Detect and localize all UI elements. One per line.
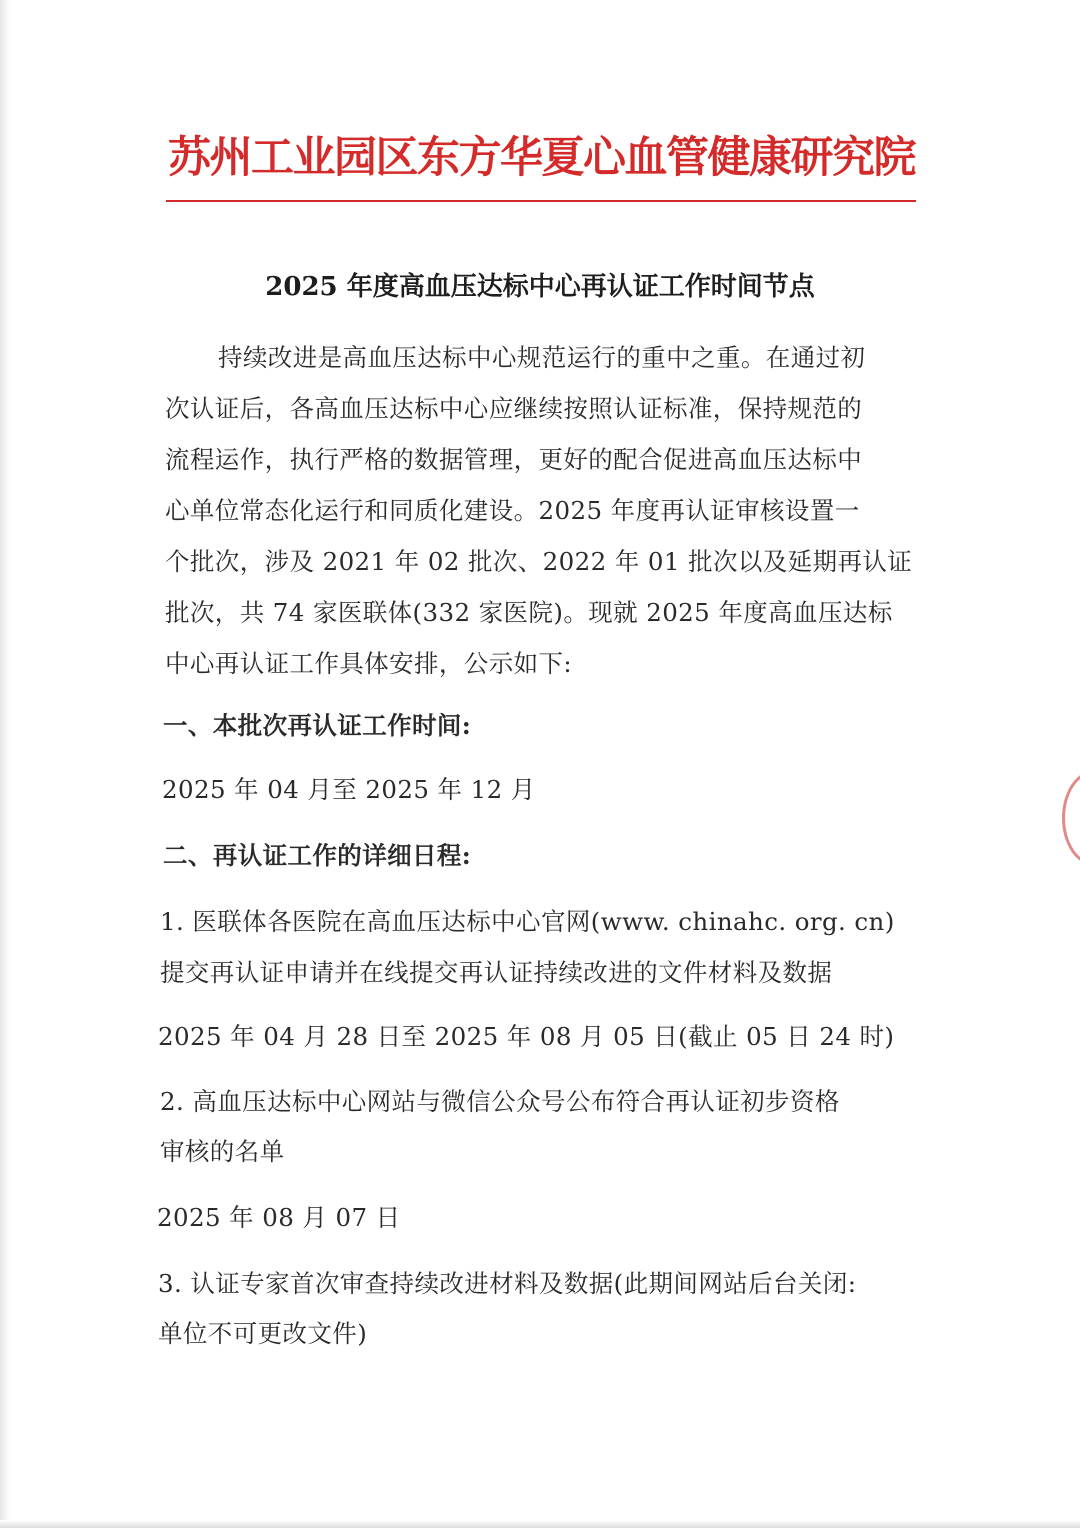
intro-line: 持续改进是高血压达标中心规范运行的重中之重。在通过初 xyxy=(218,343,866,372)
schedule-item-line: 单位不可更改文件) xyxy=(158,1319,368,1348)
intro-line: 次认证后，各高血压达标中心应继续按照认证标准，保持规范的 xyxy=(165,394,863,423)
schedule-item-date: 2025 年 04 月 28 日至 2025 年 08 月 05 日(截止 05 日 24 时) xyxy=(158,1022,895,1051)
scan-left-shadow xyxy=(0,0,10,1528)
schedule-item-date: 2025 年 08 月 07 日 xyxy=(157,1203,401,1232)
intro-line: 中心再认证工作具体安排，公示如下: xyxy=(165,649,573,678)
schedule-item-line: 3. 认证专家首次审查持续改进材料及数据(此期间网站后台关闭: xyxy=(158,1269,857,1298)
schedule-item-line: 提交再认证申请并在线提交再认证持续改进的文件材料及数据 xyxy=(160,958,833,987)
organization-header: 苏州工业园区东方华夏心血管健康研究院 xyxy=(168,133,915,183)
scan-bottom-edge xyxy=(0,1520,1080,1528)
schedule-item-line: 1. 医联体各医院在高血压达标中心官网(www. chinahc. org. cn) xyxy=(160,907,895,936)
intro-line: 流程运作，执行严格的数据管理，更好的配合促进高血压达标中 xyxy=(165,445,863,474)
intro-line: 个批次，涉及 2021 年 02 批次、2022 年 01 批次以及延期再认证 xyxy=(165,547,913,576)
intro-line: 批次，共 74 家医联体(332 家医院)。现就 2025 年度高血压达标 xyxy=(165,598,893,627)
schedule-item-line: 审核的名单 xyxy=(160,1137,285,1166)
section2-heading: 二、再认证工作的详细日程: xyxy=(163,841,472,870)
intro-line: 心单位常态化运行和同质化建设。2025 年度再认证审核设置一 xyxy=(165,496,860,525)
seal-stamp-edge xyxy=(1062,770,1080,866)
section1-heading: 一、本批次再认证工作时间: xyxy=(163,711,472,740)
schedule-item-line: 2. 高血压达标中心网站与微信公众号公布符合再认证初步资格 xyxy=(160,1087,840,1116)
header-red-rule xyxy=(166,200,916,202)
document-title: 2025 年度高血压达标中心再认证工作时间节点 xyxy=(265,272,815,302)
section1-value: 2025 年 04 月至 2025 年 12 月 xyxy=(162,775,536,804)
